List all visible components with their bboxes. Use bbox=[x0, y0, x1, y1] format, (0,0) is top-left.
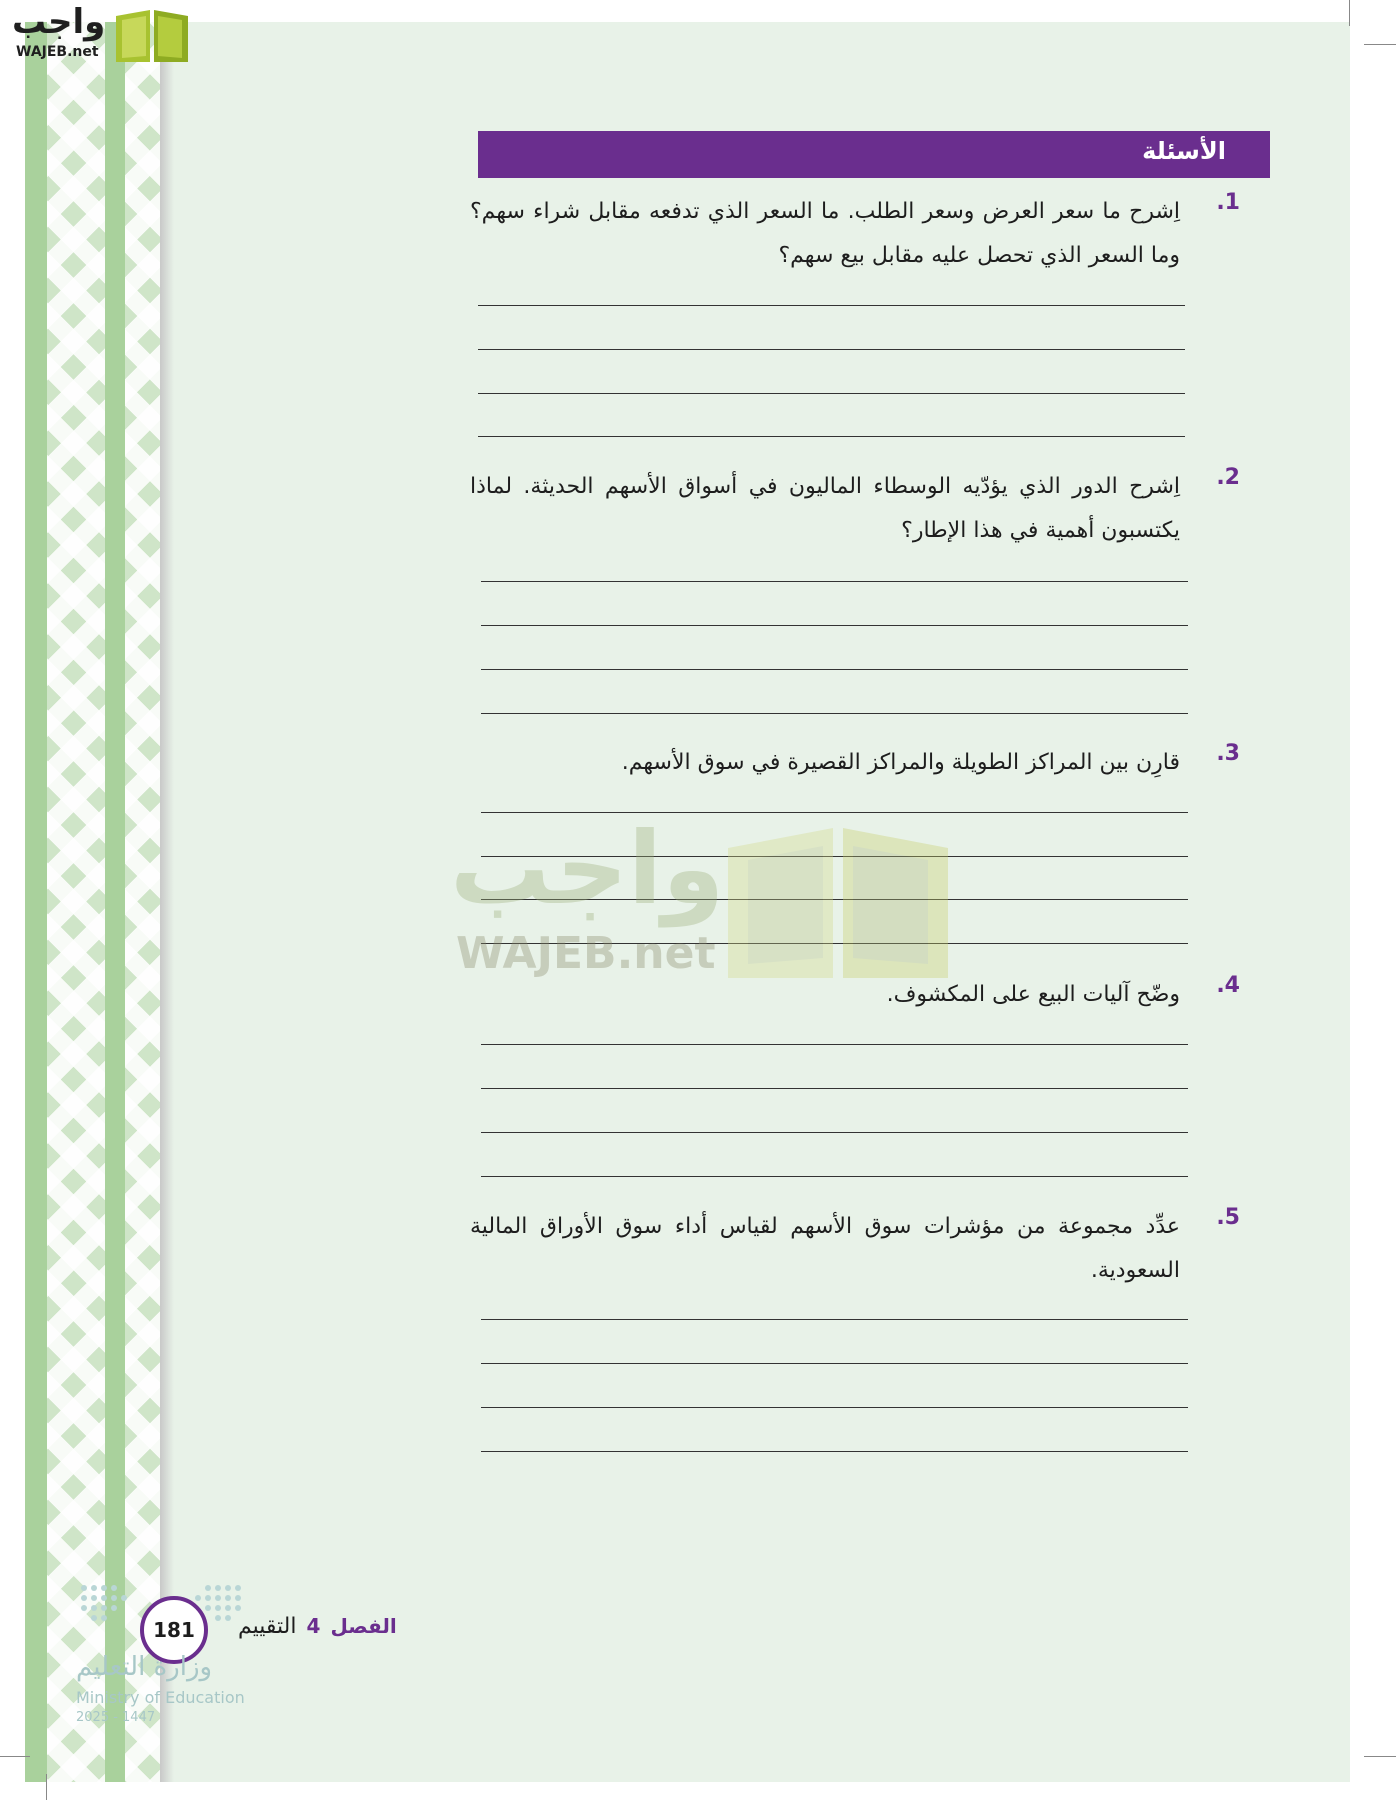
question-number: .5 bbox=[1216, 1205, 1240, 1230]
question-text: قارِن بين المراكز الطويلة والمراكز القصيرة في سوق الأسهم. bbox=[621, 750, 1180, 775]
question-number: .4 bbox=[1216, 973, 1240, 998]
answer-line[interactable] bbox=[478, 349, 1185, 350]
header-title: الأسئلة bbox=[1142, 137, 1226, 165]
question-5 bbox=[470, 1205, 1240, 1293]
question-text: اِشرح ما سعر العرض وسعر الطلب. ما السعر الذي تدفعه مقابل شراء سهم؟ وما السعر الذي تحصل عليه مقابل بيع سهم؟ bbox=[470, 199, 1180, 268]
answer-line[interactable] bbox=[481, 1319, 1188, 1320]
watermark-latin: WAJEB.net bbox=[456, 928, 716, 979]
wajeb-logo[interactable] bbox=[4, 2, 194, 68]
border-stripe bbox=[105, 22, 125, 1782]
footer-chapter bbox=[238, 1614, 397, 1639]
question-3 bbox=[470, 741, 1240, 785]
answer-line[interactable] bbox=[481, 1088, 1188, 1089]
crop-mark bbox=[1349, 0, 1350, 26]
question-4 bbox=[470, 973, 1240, 1017]
border-shadow bbox=[160, 22, 174, 1782]
question-2 bbox=[470, 465, 1240, 553]
answer-line[interactable] bbox=[481, 1363, 1188, 1364]
ministry-arabic: وزارة التعليم bbox=[76, 1652, 213, 1682]
question-text: وضّح آليات البيع على المكشوف. bbox=[886, 982, 1180, 1007]
question-text: عدِّد مجموعة من مؤشرات سوق الأسهم لقياس أداء سوق الأوراق المالية السعودية. bbox=[470, 1214, 1180, 1283]
crop-mark bbox=[1364, 1756, 1396, 1757]
page-number: 181 bbox=[153, 1618, 195, 1642]
answer-line[interactable] bbox=[481, 1176, 1188, 1177]
answer-line[interactable] bbox=[481, 812, 1188, 813]
question-number: .3 bbox=[1216, 741, 1240, 766]
questions-header bbox=[478, 131, 1270, 178]
answer-line[interactable] bbox=[478, 305, 1185, 306]
answer-line[interactable] bbox=[481, 581, 1188, 582]
border-stripe bbox=[25, 22, 47, 1782]
answer-line[interactable] bbox=[481, 669, 1188, 670]
crop-mark bbox=[46, 1774, 47, 1800]
question-number: .1 bbox=[1216, 190, 1240, 215]
logo-arabic: واجب bbox=[12, 2, 106, 42]
answer-line[interactable] bbox=[481, 1132, 1188, 1133]
section-name: التقييم bbox=[238, 1614, 297, 1639]
book-icon bbox=[112, 6, 192, 66]
ministry-year: 2025 - 1447 bbox=[76, 1710, 156, 1725]
answer-line[interactable] bbox=[481, 1044, 1188, 1045]
question-1 bbox=[470, 190, 1240, 278]
answer-line[interactable] bbox=[481, 713, 1188, 714]
answer-line[interactable] bbox=[481, 1451, 1188, 1452]
decorative-border bbox=[25, 22, 173, 1782]
answer-line[interactable] bbox=[481, 625, 1188, 626]
chapter-number: 4 bbox=[306, 1614, 321, 1638]
watermark-arabic: واجب bbox=[450, 810, 725, 927]
answer-line[interactable] bbox=[478, 436, 1185, 437]
answer-line[interactable] bbox=[478, 393, 1185, 394]
crop-mark bbox=[0, 1756, 30, 1757]
logo-latin: WAJEB.net bbox=[16, 44, 99, 60]
answer-line[interactable] bbox=[481, 943, 1188, 944]
page-background bbox=[25, 22, 1350, 1782]
answer-line[interactable] bbox=[481, 899, 1188, 900]
crop-mark bbox=[1364, 44, 1396, 45]
chapter-label: الفصل bbox=[330, 1614, 397, 1638]
answer-line[interactable] bbox=[481, 856, 1188, 857]
question-number: .2 bbox=[1216, 465, 1240, 490]
question-text: اِشرح الدور الذي يؤدّيه الوسطاء الماليون في أسواق الأسهم الحديثة. لماذا يكتسبون أهمية في هذا الإطار؟ bbox=[470, 474, 1180, 543]
answer-line[interactable] bbox=[481, 1407, 1188, 1408]
ministry-english: Ministry of Education bbox=[76, 1688, 245, 1707]
